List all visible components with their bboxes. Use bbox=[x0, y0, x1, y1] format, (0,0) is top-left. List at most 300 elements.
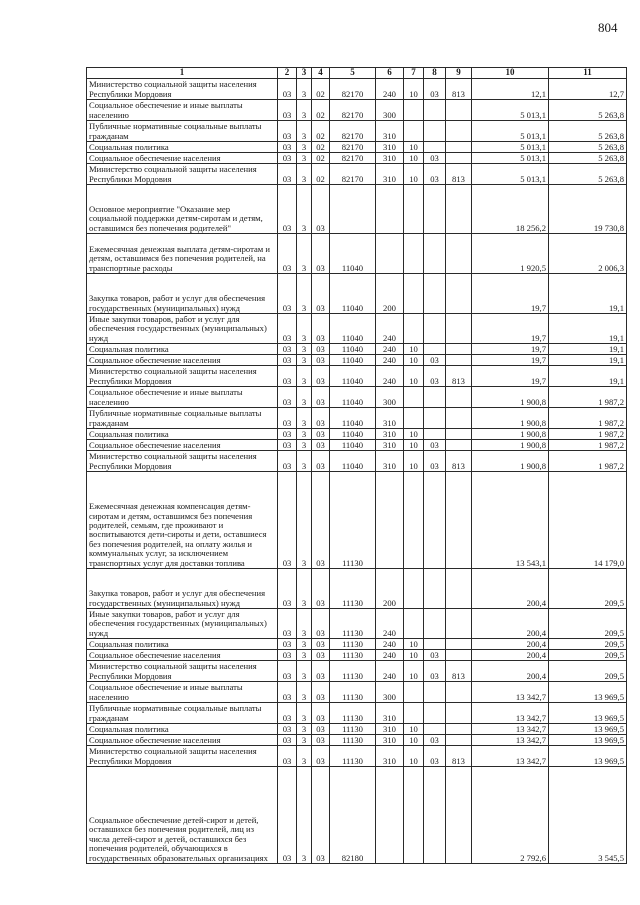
cell-code-direction: 82170 bbox=[330, 142, 376, 153]
cell-expense-type: 240 bbox=[376, 366, 404, 387]
cell-code-event: 03 bbox=[312, 408, 330, 429]
cell-amount-year-1: 5 013,1 bbox=[472, 164, 549, 185]
cell-code-event: 02 bbox=[312, 142, 330, 153]
cell-amount-year-2: 5 263,8 bbox=[549, 121, 627, 142]
cell-amount-year-1: 2 792,6 bbox=[472, 767, 549, 864]
cell-expense-type: 310 bbox=[376, 724, 404, 735]
cell-code-subsection bbox=[424, 724, 446, 735]
cell-amount-year-1: 19,7 bbox=[472, 344, 549, 355]
cell-code-subprogram: 3 bbox=[297, 609, 312, 639]
cell-code-section: 03 bbox=[278, 153, 297, 164]
cell-item-name: Социальная политика bbox=[87, 429, 278, 440]
cell-amount-year-1: 13 342,7 bbox=[472, 682, 549, 703]
cell-amount-year-2: 13 969,5 bbox=[549, 746, 627, 767]
cell-code-subsection bbox=[424, 408, 446, 429]
cell-code-chapter: 10 bbox=[404, 164, 424, 185]
cell-code-chapter bbox=[404, 100, 424, 121]
cell-code-chapter: 10 bbox=[404, 735, 424, 746]
cell-amount-year-1: 19,7 bbox=[472, 355, 549, 366]
cell-amount-year-1: 200,4 bbox=[472, 639, 549, 650]
header-cell: 9 bbox=[446, 68, 472, 79]
cell-code-event: 03 bbox=[312, 735, 330, 746]
cell-code-ministry: 813 bbox=[446, 661, 472, 682]
cell-code-section: 03 bbox=[278, 767, 297, 864]
cell-amount-year-2: 19,1 bbox=[549, 344, 627, 355]
cell-code-subsection bbox=[424, 100, 446, 121]
cell-code-event: 03 bbox=[312, 429, 330, 440]
cell-code-ministry bbox=[446, 100, 472, 121]
cell-code-section: 03 bbox=[278, 274, 297, 314]
cell-code-subsection: 03 bbox=[424, 153, 446, 164]
cell-code-ministry bbox=[446, 314, 472, 344]
cell-item-name: Социальное обеспечение и иные выплаты населению bbox=[87, 100, 278, 121]
cell-code-direction: 11040 bbox=[330, 314, 376, 344]
cell-code-event: 03 bbox=[312, 569, 330, 609]
cell-code-ministry bbox=[446, 408, 472, 429]
cell-amount-year-2: 13 969,5 bbox=[549, 735, 627, 746]
table-row bbox=[87, 387, 627, 408]
cell-code-event: 03 bbox=[312, 767, 330, 864]
cell-amount-year-1: 19,7 bbox=[472, 274, 549, 314]
cell-amount-year-1: 200,4 bbox=[472, 650, 549, 661]
cell-code-chapter: 10 bbox=[404, 661, 424, 682]
header-cell: 3 bbox=[297, 68, 312, 79]
cell-code-section: 03 bbox=[278, 142, 297, 153]
cell-amount-year-2: 19 730,8 bbox=[549, 185, 627, 234]
cell-code-subsection bbox=[424, 344, 446, 355]
cell-code-subprogram: 3 bbox=[297, 724, 312, 735]
table-row bbox=[87, 703, 627, 724]
cell-item-name: Социальное обеспечение и иные выплаты населению bbox=[87, 387, 278, 408]
cell-code-ministry bbox=[446, 153, 472, 164]
cell-expense-type: 200 bbox=[376, 569, 404, 609]
cell-code-event: 03 bbox=[312, 344, 330, 355]
cell-code-direction: 11130 bbox=[330, 735, 376, 746]
cell-amount-year-1: 200,4 bbox=[472, 609, 549, 639]
cell-code-event: 03 bbox=[312, 724, 330, 735]
cell-code-section: 03 bbox=[278, 724, 297, 735]
cell-expense-type bbox=[376, 767, 404, 864]
table-body bbox=[87, 79, 627, 864]
cell-code-subprogram: 3 bbox=[297, 703, 312, 724]
cell-code-chapter: 10 bbox=[404, 366, 424, 387]
cell-item-name: Публичные нормативные социальные выплаты гражданам bbox=[87, 703, 278, 724]
cell-code-subprogram: 3 bbox=[297, 429, 312, 440]
cell-amount-year-2: 1 987,2 bbox=[549, 429, 627, 440]
cell-code-chapter: 10 bbox=[404, 746, 424, 767]
cell-amount-year-2: 2 006,3 bbox=[549, 234, 627, 274]
table-row bbox=[87, 639, 627, 650]
cell-code-section: 03 bbox=[278, 639, 297, 650]
cell-amount-year-2: 19,1 bbox=[549, 314, 627, 344]
cell-item-name: Министерство социальной защиты населения Республики Мордовия bbox=[87, 746, 278, 767]
cell-amount-year-2: 209,5 bbox=[549, 661, 627, 682]
cell-item-name: Социальная политика bbox=[87, 724, 278, 735]
cell-code-ministry: 813 bbox=[446, 164, 472, 185]
cell-code-event: 02 bbox=[312, 164, 330, 185]
cell-code-event: 02 bbox=[312, 79, 330, 100]
cell-amount-year-1: 5 013,1 bbox=[472, 153, 549, 164]
cell-code-direction: 11130 bbox=[330, 661, 376, 682]
header-cell: 1 bbox=[87, 68, 278, 79]
cell-code-subsection bbox=[424, 121, 446, 142]
cell-code-subprogram: 3 bbox=[297, 100, 312, 121]
cell-amount-year-1: 1 900,8 bbox=[472, 429, 549, 440]
cell-code-subprogram: 3 bbox=[297, 366, 312, 387]
cell-code-chapter: 10 bbox=[404, 429, 424, 440]
cell-expense-type: 310 bbox=[376, 703, 404, 724]
cell-code-section: 03 bbox=[278, 703, 297, 724]
cell-item-name: Закупка товаров, работ и услуг для обеспечения государственных (муниципальных) нужд bbox=[87, 569, 278, 609]
cell-code-direction: 82170 bbox=[330, 164, 376, 185]
table-row bbox=[87, 408, 627, 429]
cell-code-section: 03 bbox=[278, 451, 297, 472]
cell-code-subprogram: 3 bbox=[297, 274, 312, 314]
cell-code-chapter bbox=[404, 703, 424, 724]
cell-amount-year-1: 1 900,8 bbox=[472, 440, 549, 451]
cell-code-ministry bbox=[446, 234, 472, 274]
cell-code-direction: 11040 bbox=[330, 408, 376, 429]
table-row bbox=[87, 682, 627, 703]
cell-code-subprogram: 3 bbox=[297, 682, 312, 703]
cell-code-section: 03 bbox=[278, 609, 297, 639]
cell-code-section: 03 bbox=[278, 440, 297, 451]
cell-code-section: 03 bbox=[278, 344, 297, 355]
cell-code-subprogram: 3 bbox=[297, 569, 312, 609]
cell-code-subsection: 03 bbox=[424, 440, 446, 451]
cell-amount-year-1: 13 342,7 bbox=[472, 735, 549, 746]
cell-amount-year-1: 19,7 bbox=[472, 366, 549, 387]
cell-code-chapter bbox=[404, 121, 424, 142]
cell-code-event: 02 bbox=[312, 121, 330, 142]
cell-amount-year-1: 13 342,7 bbox=[472, 724, 549, 735]
header-cell: 10 bbox=[472, 68, 549, 79]
cell-expense-type: 310 bbox=[376, 451, 404, 472]
cell-code-subsection: 03 bbox=[424, 164, 446, 185]
header-cell: 5 bbox=[330, 68, 376, 79]
table-row bbox=[87, 355, 627, 366]
cell-code-ministry bbox=[446, 429, 472, 440]
cell-code-section: 03 bbox=[278, 682, 297, 703]
cell-expense-type: 310 bbox=[376, 735, 404, 746]
table-row bbox=[87, 314, 627, 344]
cell-expense-type: 240 bbox=[376, 650, 404, 661]
cell-amount-year-2: 12,7 bbox=[549, 79, 627, 100]
cell-code-subprogram: 3 bbox=[297, 355, 312, 366]
cell-code-section: 03 bbox=[278, 735, 297, 746]
cell-code-chapter: 10 bbox=[404, 79, 424, 100]
cell-code-chapter: 10 bbox=[404, 344, 424, 355]
cell-code-event: 03 bbox=[312, 440, 330, 451]
cell-code-ministry bbox=[446, 724, 472, 735]
cell-amount-year-1: 18 256,2 bbox=[472, 185, 549, 234]
cell-code-event: 03 bbox=[312, 746, 330, 767]
cell-code-direction bbox=[330, 185, 376, 234]
cell-code-section: 03 bbox=[278, 100, 297, 121]
table-row bbox=[87, 274, 627, 314]
table-row bbox=[87, 767, 627, 864]
cell-code-ministry bbox=[446, 355, 472, 366]
cell-code-ministry bbox=[446, 767, 472, 864]
cell-amount-year-1: 12,1 bbox=[472, 79, 549, 100]
cell-code-subprogram: 3 bbox=[297, 735, 312, 746]
cell-item-name: Социальное обеспечение и иные выплаты населению bbox=[87, 682, 278, 703]
cell-code-direction: 82170 bbox=[330, 100, 376, 121]
cell-item-name: Министерство социальной защиты населения Республики Мордовия bbox=[87, 661, 278, 682]
cell-amount-year-1: 200,4 bbox=[472, 569, 549, 609]
cell-amount-year-2: 13 969,5 bbox=[549, 703, 627, 724]
cell-code-chapter bbox=[404, 767, 424, 864]
table-row bbox=[87, 661, 627, 682]
cell-item-name: Министерство социальной защиты населения Республики Мордовия bbox=[87, 451, 278, 472]
cell-code-event: 03 bbox=[312, 639, 330, 650]
cell-code-section: 03 bbox=[278, 121, 297, 142]
cell-item-name: Социальная политика bbox=[87, 142, 278, 153]
cell-code-subprogram: 3 bbox=[297, 344, 312, 355]
table-header-row bbox=[87, 68, 627, 79]
table-row bbox=[87, 344, 627, 355]
cell-expense-type: 300 bbox=[376, 682, 404, 703]
cell-code-event: 03 bbox=[312, 366, 330, 387]
cell-amount-year-2: 209,5 bbox=[549, 650, 627, 661]
cell-code-ministry bbox=[446, 344, 472, 355]
cell-code-subprogram: 3 bbox=[297, 440, 312, 451]
header-cell: 8 bbox=[424, 68, 446, 79]
table-row bbox=[87, 164, 627, 185]
cell-code-subprogram: 3 bbox=[297, 121, 312, 142]
cell-code-section: 03 bbox=[278, 429, 297, 440]
cell-code-event: 02 bbox=[312, 100, 330, 121]
cell-amount-year-1: 5 013,1 bbox=[472, 121, 549, 142]
cell-item-name: Ежемесячная денежная компенсация детям-сиротам и детям, оставшимся без попечения родителей, семьям, где проживают и воспитываются дети-сироты и дети, оставшиеся без попечения родителей, на оплату жилья и коммунальных услуг, за исключением транспортных услуг для доставки топлива bbox=[87, 472, 278, 569]
cell-code-ministry bbox=[446, 703, 472, 724]
cell-code-chapter bbox=[404, 569, 424, 609]
cell-item-name: Министерство социальной защиты населения Республики Мордовия bbox=[87, 366, 278, 387]
cell-code-subprogram: 3 bbox=[297, 472, 312, 569]
header-cell: 4 bbox=[312, 68, 330, 79]
cell-amount-year-2: 1 987,2 bbox=[549, 440, 627, 451]
cell-item-name: Социальное обеспечение детей-сирот и детей, оставшихся без попечения родителей, лиц из числа детей-сирот и детей, оставшихся без попечения родителей, обучающихся в государственных образовательных организациях bbox=[87, 767, 278, 864]
cell-amount-year-2: 209,5 bbox=[549, 639, 627, 650]
cell-code-event: 02 bbox=[312, 153, 330, 164]
cell-item-name: Социальное обеспечение населения bbox=[87, 735, 278, 746]
cell-item-name: Социальное обеспечение населения bbox=[87, 440, 278, 451]
cell-code-direction: 82170 bbox=[330, 79, 376, 100]
cell-code-subprogram: 3 bbox=[297, 661, 312, 682]
cell-code-event: 03 bbox=[312, 703, 330, 724]
cell-amount-year-2: 209,5 bbox=[549, 609, 627, 639]
cell-expense-type bbox=[376, 185, 404, 234]
cell-amount-year-1: 1 920,5 bbox=[472, 234, 549, 274]
cell-item-name: Министерство социальной защиты населения Республики Мордовия bbox=[87, 79, 278, 100]
cell-expense-type: 310 bbox=[376, 746, 404, 767]
cell-code-subsection bbox=[424, 142, 446, 153]
cell-amount-year-1: 5 013,1 bbox=[472, 142, 549, 153]
cell-code-event: 03 bbox=[312, 234, 330, 274]
cell-code-direction: 11040 bbox=[330, 234, 376, 274]
cell-expense-type: 310 bbox=[376, 408, 404, 429]
cell-code-chapter bbox=[404, 609, 424, 639]
cell-amount-year-2: 5 263,8 bbox=[549, 153, 627, 164]
cell-code-event: 03 bbox=[312, 185, 330, 234]
cell-code-chapter: 10 bbox=[404, 355, 424, 366]
cell-code-direction: 11040 bbox=[330, 387, 376, 408]
cell-amount-year-1: 200,4 bbox=[472, 661, 549, 682]
cell-expense-type: 310 bbox=[376, 429, 404, 440]
cell-expense-type: 310 bbox=[376, 440, 404, 451]
cell-code-subsection bbox=[424, 274, 446, 314]
cell-amount-year-2: 1 987,2 bbox=[549, 387, 627, 408]
cell-expense-type: 240 bbox=[376, 79, 404, 100]
cell-code-section: 03 bbox=[278, 746, 297, 767]
table-row bbox=[87, 79, 627, 100]
cell-code-subsection bbox=[424, 767, 446, 864]
cell-code-direction: 11040 bbox=[330, 429, 376, 440]
header-cell: 6 bbox=[376, 68, 404, 79]
cell-expense-type: 240 bbox=[376, 639, 404, 650]
page-number: 804 bbox=[598, 20, 618, 35]
cell-code-subprogram: 3 bbox=[297, 650, 312, 661]
table-row bbox=[87, 746, 627, 767]
cell-code-subsection bbox=[424, 703, 446, 724]
cell-expense-type: 310 bbox=[376, 142, 404, 153]
cell-code-chapter bbox=[404, 682, 424, 703]
cell-expense-type bbox=[376, 472, 404, 569]
cell-code-event: 03 bbox=[312, 661, 330, 682]
cell-amount-year-2: 5 263,8 bbox=[549, 142, 627, 153]
cell-code-chapter: 10 bbox=[404, 440, 424, 451]
cell-code-chapter: 10 bbox=[404, 650, 424, 661]
cell-code-ministry bbox=[446, 440, 472, 451]
cell-code-subsection: 03 bbox=[424, 355, 446, 366]
cell-item-name: Социальное обеспечение населения bbox=[87, 355, 278, 366]
cell-code-ministry bbox=[446, 735, 472, 746]
cell-code-ministry bbox=[446, 609, 472, 639]
cell-code-direction: 11040 bbox=[330, 344, 376, 355]
cell-amount-year-1: 1 900,8 bbox=[472, 387, 549, 408]
cell-code-subprogram: 3 bbox=[297, 314, 312, 344]
cell-code-section: 03 bbox=[278, 408, 297, 429]
cell-item-name: Социальное обеспечение населения bbox=[87, 153, 278, 164]
cell-item-name: Публичные нормативные социальные выплаты гражданам bbox=[87, 121, 278, 142]
cell-code-direction: 11130 bbox=[330, 650, 376, 661]
cell-code-subsection bbox=[424, 472, 446, 569]
cell-code-subprogram: 3 bbox=[297, 639, 312, 650]
cell-code-event: 03 bbox=[312, 355, 330, 366]
cell-code-chapter: 10 bbox=[404, 724, 424, 735]
cell-amount-year-2: 209,5 bbox=[549, 569, 627, 609]
table-row bbox=[87, 609, 627, 639]
cell-code-ministry: 813 bbox=[446, 366, 472, 387]
cell-item-name: Иные закупки товаров, работ и услуг для обеспечения государственных (муниципальных) нужд bbox=[87, 609, 278, 639]
cell-code-section: 03 bbox=[278, 355, 297, 366]
cell-code-subprogram: 3 bbox=[297, 185, 312, 234]
cell-amount-year-2: 19,1 bbox=[549, 274, 627, 314]
cell-code-event: 03 bbox=[312, 314, 330, 344]
cell-code-direction: 11040 bbox=[330, 274, 376, 314]
cell-code-direction: 11040 bbox=[330, 440, 376, 451]
cell-code-chapter: 10 bbox=[404, 639, 424, 650]
cell-amount-year-2: 13 969,5 bbox=[549, 724, 627, 735]
cell-amount-year-2: 5 263,8 bbox=[549, 100, 627, 121]
cell-amount-year-2: 13 969,5 bbox=[549, 682, 627, 703]
cell-amount-year-1: 13 342,7 bbox=[472, 703, 549, 724]
header-cell: 2 bbox=[278, 68, 297, 79]
cell-code-direction: 82180 bbox=[330, 767, 376, 864]
cell-code-event: 03 bbox=[312, 451, 330, 472]
cell-code-chapter: 10 bbox=[404, 142, 424, 153]
cell-code-ministry bbox=[446, 142, 472, 153]
cell-code-chapter bbox=[404, 234, 424, 274]
cell-code-ministry bbox=[446, 185, 472, 234]
cell-item-name: Ежемесячная денежная выплата детям-сиротам и детям, оставшимся без попечения родителей, на транспортные расходы bbox=[87, 234, 278, 274]
cell-code-direction: 11130 bbox=[330, 746, 376, 767]
cell-code-subsection: 03 bbox=[424, 661, 446, 682]
cell-amount-year-2: 1 987,2 bbox=[549, 408, 627, 429]
cell-code-event: 03 bbox=[312, 274, 330, 314]
cell-item-name: Министерство социальной защиты населения Республики Мордовия bbox=[87, 164, 278, 185]
cell-expense-type: 300 bbox=[376, 387, 404, 408]
cell-code-subsection bbox=[424, 639, 446, 650]
cell-code-subprogram: 3 bbox=[297, 142, 312, 153]
cell-code-subsection bbox=[424, 682, 446, 703]
cell-code-subprogram: 3 bbox=[297, 234, 312, 274]
cell-code-ministry bbox=[446, 387, 472, 408]
cell-code-chapter bbox=[404, 472, 424, 569]
cell-code-direction: 82170 bbox=[330, 153, 376, 164]
cell-code-subprogram: 3 bbox=[297, 408, 312, 429]
cell-item-name: Социальное обеспечение населения bbox=[87, 650, 278, 661]
table-row bbox=[87, 153, 627, 164]
cell-code-subprogram: 3 bbox=[297, 79, 312, 100]
cell-expense-type: 300 bbox=[376, 100, 404, 121]
cell-code-chapter bbox=[404, 314, 424, 344]
cell-expense-type: 240 bbox=[376, 355, 404, 366]
cell-code-direction: 11130 bbox=[330, 639, 376, 650]
cell-item-name: Закупка товаров, работ и услуг для обеспечения государственных (муниципальных) нужд bbox=[87, 274, 278, 314]
cell-expense-type bbox=[376, 234, 404, 274]
cell-code-section: 03 bbox=[278, 661, 297, 682]
cell-amount-year-1: 1 900,8 bbox=[472, 451, 549, 472]
cell-amount-year-2: 14 179,0 bbox=[549, 472, 627, 569]
cell-code-event: 03 bbox=[312, 472, 330, 569]
cell-code-ministry bbox=[446, 682, 472, 703]
table-row bbox=[87, 121, 627, 142]
cell-code-ministry: 813 bbox=[446, 746, 472, 767]
cell-code-direction: 11130 bbox=[330, 609, 376, 639]
cell-expense-type: 310 bbox=[376, 164, 404, 185]
cell-code-section: 03 bbox=[278, 185, 297, 234]
cell-code-subsection: 03 bbox=[424, 746, 446, 767]
table-row bbox=[87, 429, 627, 440]
cell-code-subsection: 03 bbox=[424, 366, 446, 387]
cell-amount-year-2: 3 545,5 bbox=[549, 767, 627, 864]
cell-code-event: 03 bbox=[312, 682, 330, 703]
budget-table bbox=[86, 67, 627, 864]
table-row bbox=[87, 724, 627, 735]
header-cell: 7 bbox=[404, 68, 424, 79]
cell-code-ministry bbox=[446, 274, 472, 314]
cell-code-direction: 11130 bbox=[330, 682, 376, 703]
table-row bbox=[87, 472, 627, 569]
cell-amount-year-2: 19,1 bbox=[549, 366, 627, 387]
cell-code-direction: 11130 bbox=[330, 472, 376, 569]
cell-amount-year-1: 5 013,1 bbox=[472, 100, 549, 121]
cell-code-direction: 11040 bbox=[330, 451, 376, 472]
cell-code-section: 03 bbox=[278, 164, 297, 185]
cell-code-subprogram: 3 bbox=[297, 164, 312, 185]
cell-code-subsection bbox=[424, 314, 446, 344]
